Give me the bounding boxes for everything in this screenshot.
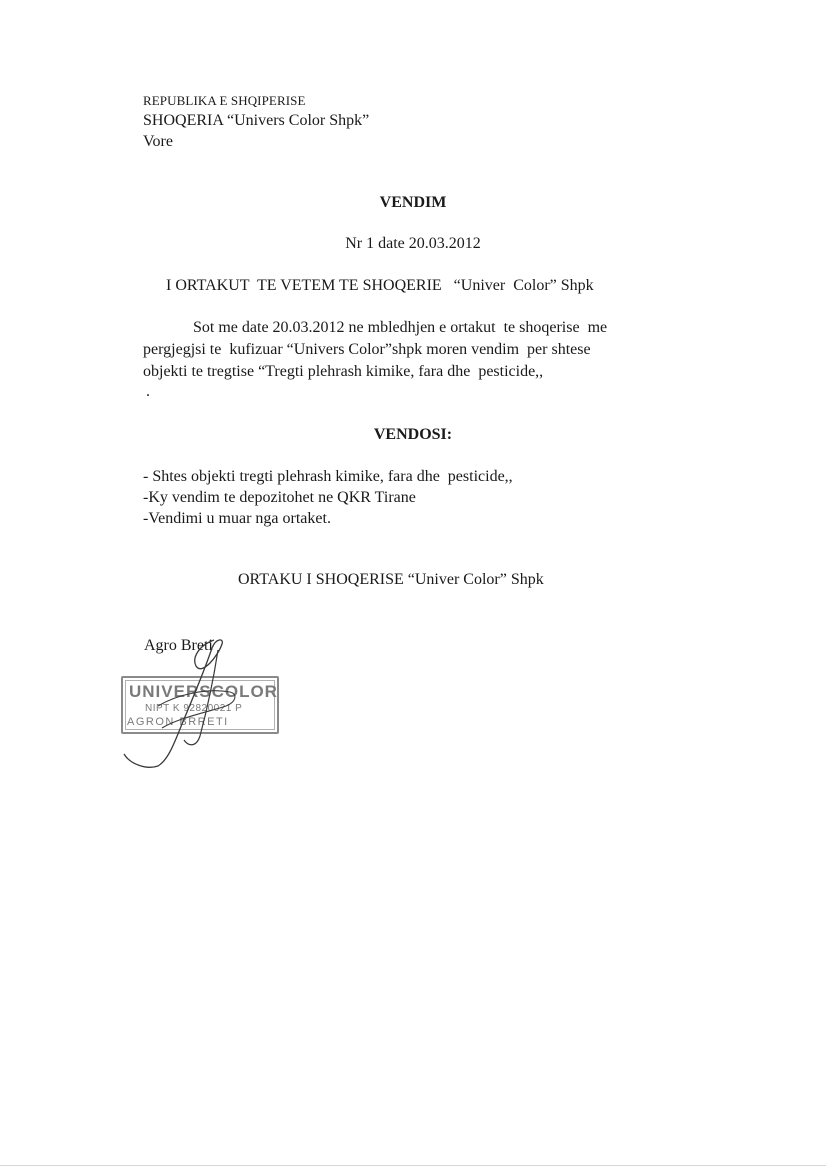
stamp-owner: AGRON BRRETI xyxy=(127,716,229,728)
decision-number: Nr 1 date 20.03.2012 xyxy=(345,235,481,252)
decision-item-1: - Shtes objekti tregti plehrash kimike, fara dhe pesticide,, xyxy=(143,468,513,485)
stamp-company-name: UNIVERSCOLOR xyxy=(129,682,278,701)
document-title: VENDIM xyxy=(379,194,447,211)
paragraph-line-1: Sot me date 20.03.2012 ne mbledhjen e ortakut te shoqerise me xyxy=(193,319,608,336)
page-edge-line xyxy=(0,1165,826,1166)
document-subtitle: I ORTAKUT TE VETEM TE SHOQERIE “Univer Color” Shpk xyxy=(166,277,594,294)
decision-heading: VENDOSI: xyxy=(373,426,453,443)
stamp-nipt: NIPT K 92820021 P xyxy=(145,703,243,714)
company-header: SHOQERIA “Univers Color Shpk” xyxy=(143,112,370,129)
paragraph-line-2: pergjegjsi te kufizuar “Univers Color”shpk moren vendim per shtese xyxy=(143,341,591,358)
decision-item-2: -Ky vendim te depozitohet ne QKR Tirane xyxy=(143,489,416,506)
location-header: Vore xyxy=(143,133,173,150)
paragraph-line-3: objekti te tregtise “Tregti plehrash kimike, fara dhe pesticide,, xyxy=(143,363,544,380)
republic-header: REPUBLIKA E SHQIPERISE xyxy=(143,93,306,108)
stray-mark: . xyxy=(146,383,150,400)
decision-item-3: -Vendimi u muar nga ortaket. xyxy=(143,510,331,527)
signatory-name: Agro Breti xyxy=(144,637,213,654)
handwritten-signature xyxy=(118,636,248,771)
signature-title: ORTAKU I SHOQERISE “Univer Color” Shpk xyxy=(238,571,544,588)
